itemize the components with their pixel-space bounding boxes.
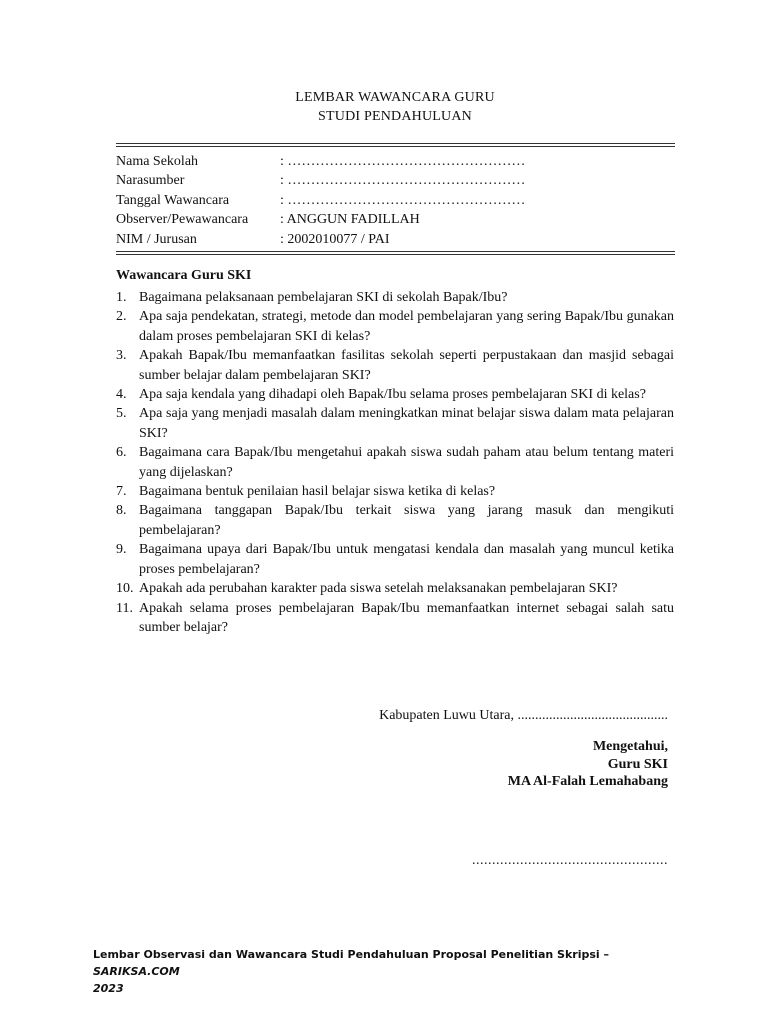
question-number: 1. [116, 290, 127, 305]
question-number: 2. [116, 309, 127, 325]
question-item [116, 540, 674, 579]
question-item [116, 307, 674, 346]
question-number: 3. [116, 348, 127, 364]
question-text: Apakah selama proses pembelajaran Bapak/Ibu memanfaatkan internet sebagai salah satu sumber belajar? [139, 600, 674, 635]
info-row-source [116, 171, 675, 190]
question-item [116, 404, 674, 443]
info-table [116, 143, 675, 255]
question-number: 7. [116, 484, 127, 500]
question-text: Apa saja kendala yang dihadapi oleh Bapak/Ibu selama proses pembelajaran SKI di kelas? [139, 387, 646, 403]
document-title [0, 88, 768, 126]
signature-dotted-line: ................................................. [472, 853, 668, 868]
signature-block [508, 738, 668, 791]
info-row-school [116, 152, 675, 171]
question-number: 4. [116, 387, 127, 403]
question-item [116, 599, 674, 638]
info-label: Observer/Pewawancara [116, 212, 249, 228]
footer-site: SARIKSA.COM [93, 965, 180, 978]
info-label: Narasumber [116, 173, 185, 189]
question-item [116, 579, 674, 598]
question-text: Bagaimana pelaksanaan pembelajaran SKI di sekolah Bapak/Ibu? [139, 290, 508, 305]
info-row-observer [116, 210, 675, 229]
info-value: : …………………………………………… [280, 154, 526, 169]
question-number: 10. [116, 581, 134, 597]
question-text: Apakah ada perubahan karakter pada siswa setelah melaksanakan pembelajaran SKI? [139, 581, 618, 597]
title-line-2: STUDI PENDAHULUAN [318, 109, 472, 124]
question-list [116, 288, 674, 637]
question-text: Bagaimana tanggapan Bapak/Ibu terkait siswa yang jarang masuk dan mengikuti pembelajaran? [139, 503, 674, 538]
info-label: Tanggal Wawancara [116, 192, 230, 208]
question-number: 11. [116, 600, 133, 616]
page-footer [93, 946, 673, 997]
question-item [116, 443, 674, 482]
question-item [116, 482, 674, 501]
signature-acknowledged: Mengetahui, [592, 739, 668, 754]
question-text: Apa saja yang menjadi masalah dalam meningkatkan minat belajar siswa dalam mata pelajaran SKI? [139, 406, 674, 441]
info-label: Nama Sekolah [116, 154, 199, 169]
signature-institution: MA Al-Falah Lemahabang [507, 774, 668, 789]
info-value: : 2002010077 / PAI [280, 231, 390, 247]
question-text: Bagaimana upaya dari Bapak/Ibu untuk mengatasi kendala dan masalah yang muncul ketika proses pembelajaran? [139, 542, 674, 577]
question-number: 8. [116, 503, 127, 519]
info-rows [116, 147, 675, 251]
footer-text: Lembar Observasi dan Wawancara Studi Pendahuluan Proposal Penelitian Skripsi – [93, 948, 609, 961]
question-number: 5. [116, 406, 127, 422]
title-line-1: LEMBAR WAWANCARA GURU [295, 90, 495, 105]
question-text: Apakah Bapak/Ibu memanfaatkan fasilitas sekolah seperti perpustakaan dan masjid sebagai sumber belajar dalam pembelajaran SKI? [139, 348, 674, 383]
info-value: : ANGGUN FADILLAH [280, 212, 420, 228]
signature-role: Guru SKI [607, 756, 668, 772]
question-number: 9. [116, 542, 127, 558]
section-title: Wawancara Guru SKI [116, 268, 252, 283]
info-label: NIM / Jurusan [116, 231, 197, 247]
info-row-nim [116, 230, 675, 249]
info-value: : …………………………………………… [280, 192, 526, 208]
question-number: 6. [116, 445, 127, 461]
question-item [116, 385, 674, 404]
question-item [116, 501, 674, 540]
bottom-double-rule [116, 251, 675, 255]
question-text: Apa saja pendekatan, strategi, metode dan model pembelajaran yang sering Bapak/Ibu gunakan dalam proses pembelajaran SKI di kelas? [139, 309, 674, 344]
question-text: Bagaimana cara Bapak/Ibu mengetahui apakah siswa sudah paham atau belum tentang materi yang dijelaskan? [139, 445, 674, 480]
info-value: : …………………………………………… [280, 173, 526, 189]
place-date-line: Kabupaten Luwu Utara, ........................................... [379, 708, 668, 723]
question-item [116, 288, 674, 307]
footer-year: 2023 [93, 982, 124, 995]
info-row-date [116, 191, 675, 210]
question-item [116, 346, 674, 385]
question-text: Bagaimana bentuk penilaian hasil belajar siswa ketika di kelas? [139, 484, 496, 500]
